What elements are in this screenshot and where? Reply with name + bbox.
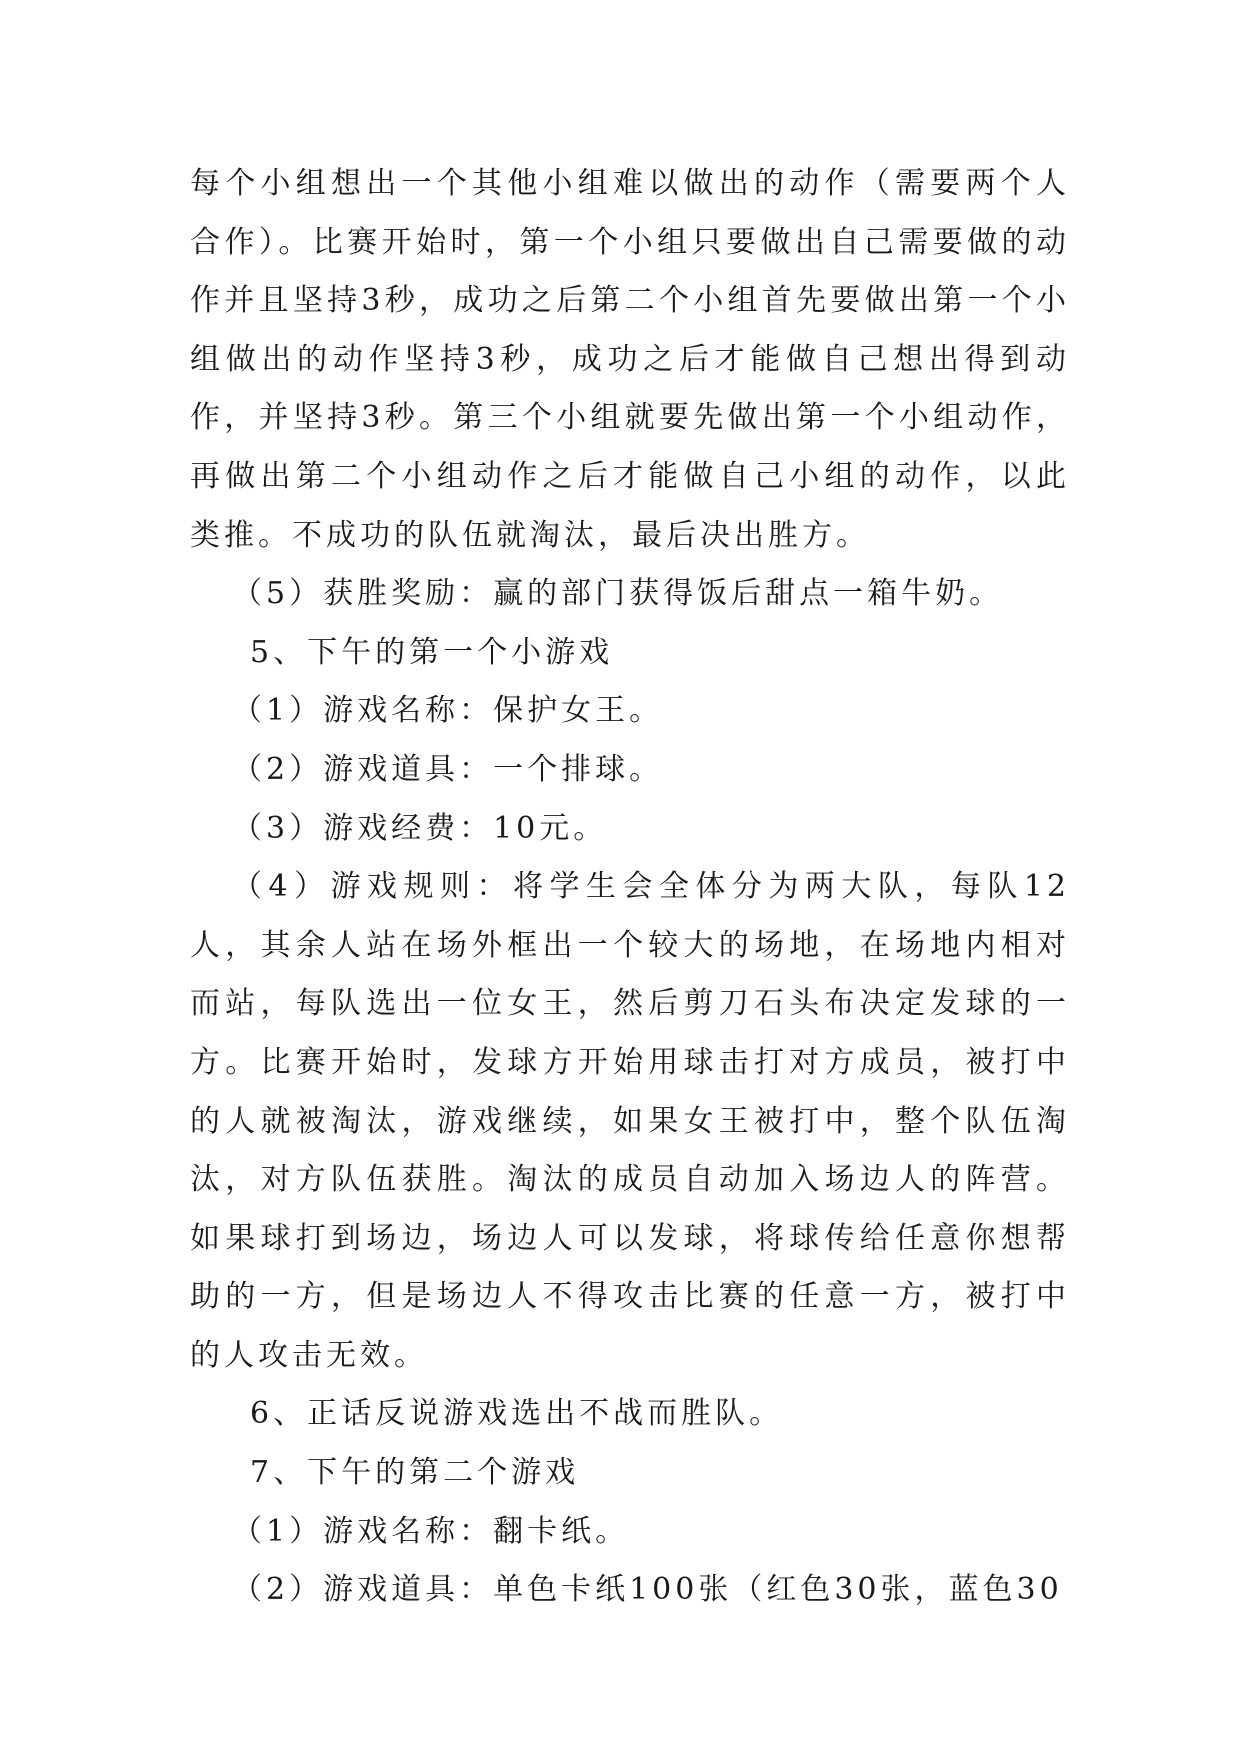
paragraph-game-rules: （4）游戏规则：将学生会全体分为两大队，每队12人，其余人站在场外框出一个较大的场地，在场地内相对而站，每队选出一位女王，然后剪刀石头布决定发球的一方。比赛开始时，发球方开始用球击打对方成员，被打中的人就被淘汰，游戏继续，如果女王被打中，整个队伍淘汰，对方队伍获胜。淘汰的成员自动加入场边人的阵营。如果球打到场边，场边人可以发球，将球传给任意你想帮助的一方，但是场边人不得攻击比赛的任意一方，被打中的人攻击无效。: [190, 869, 1070, 1373]
paragraph-game2-props: （2）游戏道具：单色卡纸100张（红色30张，蓝色30: [232, 1572, 1063, 1608]
section-heading-afternoon-game-2: 7、下午的第二个游戏: [250, 1455, 580, 1491]
section-heading-afternoon-game-1: 5、下午的第一个小游戏: [250, 634, 614, 670]
paragraph-game-rules-continued: 每个小组想出一个其他小组难以做出的动作（需要两个人合作）。比赛开始时，第一个小组只要做出自己需要做的动作并且坚持3秒，成功之后第二个小组首先要做出第一个小组做出的动作坚持3秒，成功之后才能做自己想出得到动作，并坚持3秒。第三个小组就要先做出第一个小组动作，再做出第二个小组动作之后才能做自己小组的动作，以此类推。不成功的队伍就淘汰，最后决出胜方。: [190, 166, 1070, 553]
paragraph-game2-name: （1）游戏名称：翻卡纸。: [232, 1513, 630, 1549]
document-body: [190, 155, 1070, 1620]
paragraph-prize: （5）获胜奖励：赢的部门获得饭后甜点一箱牛奶。: [232, 576, 1004, 612]
section-heading-reverse-game: 6、正话反说游戏选出不战而胜队。: [250, 1396, 784, 1432]
paragraph-game-props: （2）游戏道具：一个排球。: [232, 751, 664, 787]
paragraph-game-name: （1）游戏名称：保护女王。: [232, 693, 664, 729]
paragraph-game-cost: （3）游戏经费：10元。: [232, 810, 608, 846]
